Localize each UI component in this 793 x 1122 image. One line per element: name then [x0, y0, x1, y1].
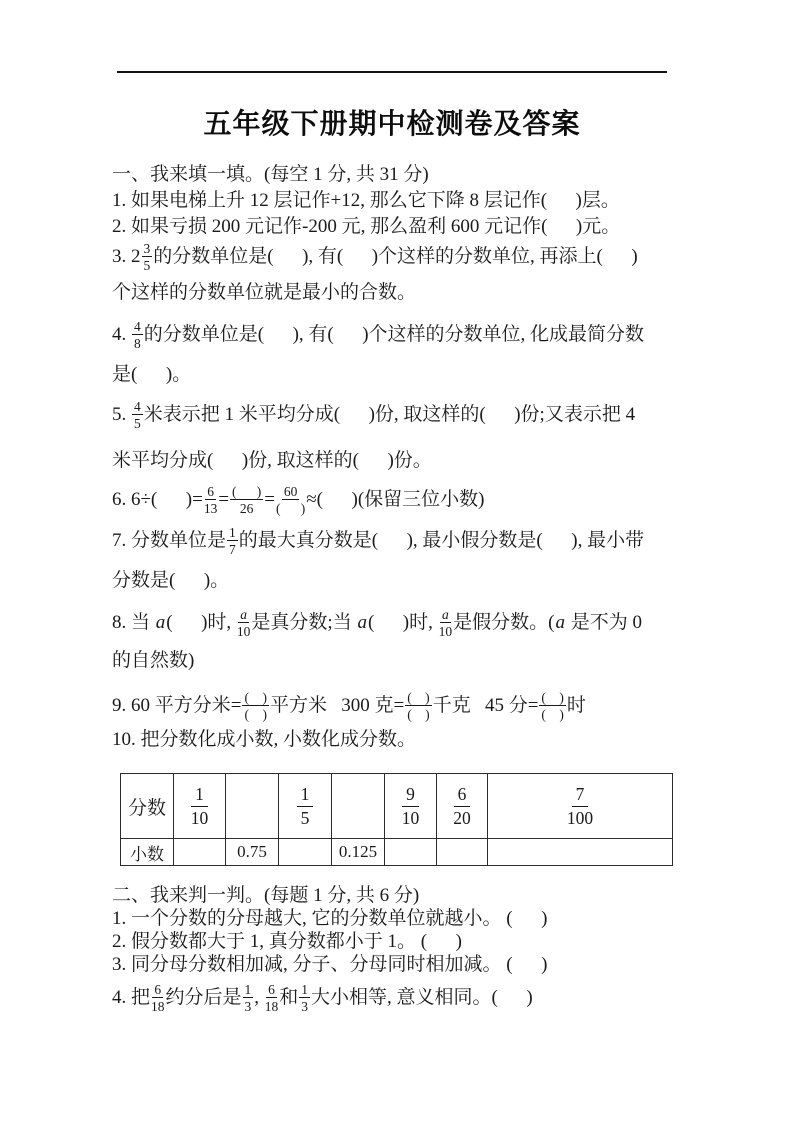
- fraction: 4 5: [134, 398, 141, 431]
- fraction: a 10: [236, 606, 251, 639]
- section1-q5-line2: 米平均分成( )份, 取这样的( )份。: [112, 450, 432, 471]
- section1-q1: 1. 如果电梯上升 12 层记作+12, 那么它下降 8 层记作( )层。: [112, 190, 620, 211]
- fraction: $\frac{9}{10}$: [401, 784, 420, 828]
- section1-q2: 2. 如果亏损 200 元记作-200 元, 那么盈利 600 元记作( )元。: [112, 216, 621, 237]
- section2-q1: 1. 一个分数的分母越大, 它的分数单位就越小。 ( ): [112, 908, 548, 929]
- fraction: $\frac{1}{10}$: [190, 784, 209, 828]
- section2-q4: 4. 把 6 18 约分后是 1 3 , 6 18 和 1 3 大小相等, 意义相同。( ): [112, 981, 533, 1014]
- fraction: 3 5: [143, 240, 151, 273]
- fraction: ( ) ( ): [407, 689, 430, 722]
- fraction: 6 18: [264, 981, 279, 1014]
- fraction: $\frac{6}{20}$: [453, 784, 471, 828]
- fraction: $\frac{6}{13}$: [203, 483, 218, 516]
- fraction: 1 3: [244, 981, 252, 1014]
- table-decimal-cell: [437, 839, 488, 866]
- table-decimal-cell: [279, 839, 332, 866]
- table-fraction-cell: [279, 774, 332, 839]
- math-variable: a: [155, 612, 166, 633]
- section1-q7-line1: 7. 分数单位是 1 7 的最大真分数是( ), 最小假分数是( ), 最小带: [112, 524, 645, 557]
- fraction: 1 7: [229, 524, 236, 557]
- section1-q9: 9. 60 平方分米= ( ) ( ) 平方米 300 克= ( ) ( ) 千克 45 分= ( ) ( ) 时: [112, 689, 586, 722]
- table-decimal-cell: 0.75: [226, 839, 279, 866]
- header-rule: [117, 71, 667, 73]
- fraction: $\frac{7}{100}$: [566, 784, 594, 828]
- section2-header: 二、我来判一判。(每题 1 分, 共 6 分): [112, 885, 420, 906]
- table-fraction-cell: [385, 774, 437, 839]
- fraction: ( ) 26: [232, 483, 262, 516]
- math-variable: a: [357, 612, 367, 633]
- table-fraction-cell: [488, 774, 673, 839]
- section1-q6: 6. 6÷( )= $\frac{6}{13}$ = ( ) 26 = 60 ( ) ≈( )(保留三位小数): [112, 483, 485, 516]
- section1-q8-line2: 的自然数): [112, 650, 195, 671]
- fraction: 60 ( ): [276, 483, 306, 516]
- math-variable: a: [555, 612, 565, 633]
- table-decimal-cell: [488, 839, 673, 866]
- section1-q4-line2: 是( )。: [112, 364, 192, 385]
- section1-q3-line1: 3. 2 3 5 的分数单位是( ), 有( )个这样的分数单位, 再添上( ): [112, 240, 638, 273]
- table-decimal-cell: [174, 839, 226, 866]
- section1-q7-line2: 分数是( )。: [112, 570, 230, 591]
- table-fraction-cell: [437, 774, 488, 839]
- fraction: ( ) ( ): [244, 689, 267, 722]
- table-fraction-cell: [332, 774, 385, 839]
- fraction: ( ) ( ): [541, 689, 564, 722]
- table-decimal-row-label: 小数: [121, 839, 174, 866]
- table-fraction-cell: [226, 774, 279, 839]
- section1-q4-line1: 4. 4 8 的分数单位是( ), 有( )个这样的分数单位, 化成最简分数: [112, 318, 645, 351]
- fraction: $\frac{1}{5}$: [297, 784, 314, 827]
- table-decimal-cell: [385, 839, 437, 866]
- section2-q2: 2. 假分数都大于 1, 真分数都小于 1。 ( ): [112, 931, 462, 952]
- table-decimal-cell: 0.125: [332, 839, 385, 866]
- fraction: 1 3: [301, 981, 309, 1014]
- page-title: 五年级下册期中检测卷及答案: [203, 108, 581, 139]
- table-fraction-cell: [174, 774, 226, 839]
- section1-q5-line1: 5. 4 5 米表示把 1 米平均分成( )份, 取这样的( )份;又表示把 4: [112, 398, 636, 431]
- section2-q3: 3. 同分母分数相加减, 分子、分母同时相加减。 ( ): [112, 954, 548, 975]
- fraction: a 10: [438, 606, 453, 639]
- table-fraction-row-label: 分数: [121, 774, 174, 839]
- fraction: 6 18: [151, 981, 165, 1014]
- section1-q3-line2: 个这样的分数单位就是最小的合数。: [112, 282, 417, 303]
- conversion-table: [120, 773, 673, 866]
- section1-q10: 10. 把分数化成小数, 小数化成分数。: [112, 729, 417, 750]
- section1-q8-line1: 8. 当 a ( )时, a 10 是真分数;当 a ( )时, a 10 是假分数。( a 是不为 0: [112, 606, 642, 639]
- fraction: 4 8: [134, 318, 141, 351]
- section1-header: 一、我来填一填。(每空 1 分, 共 31 分): [112, 164, 429, 185]
